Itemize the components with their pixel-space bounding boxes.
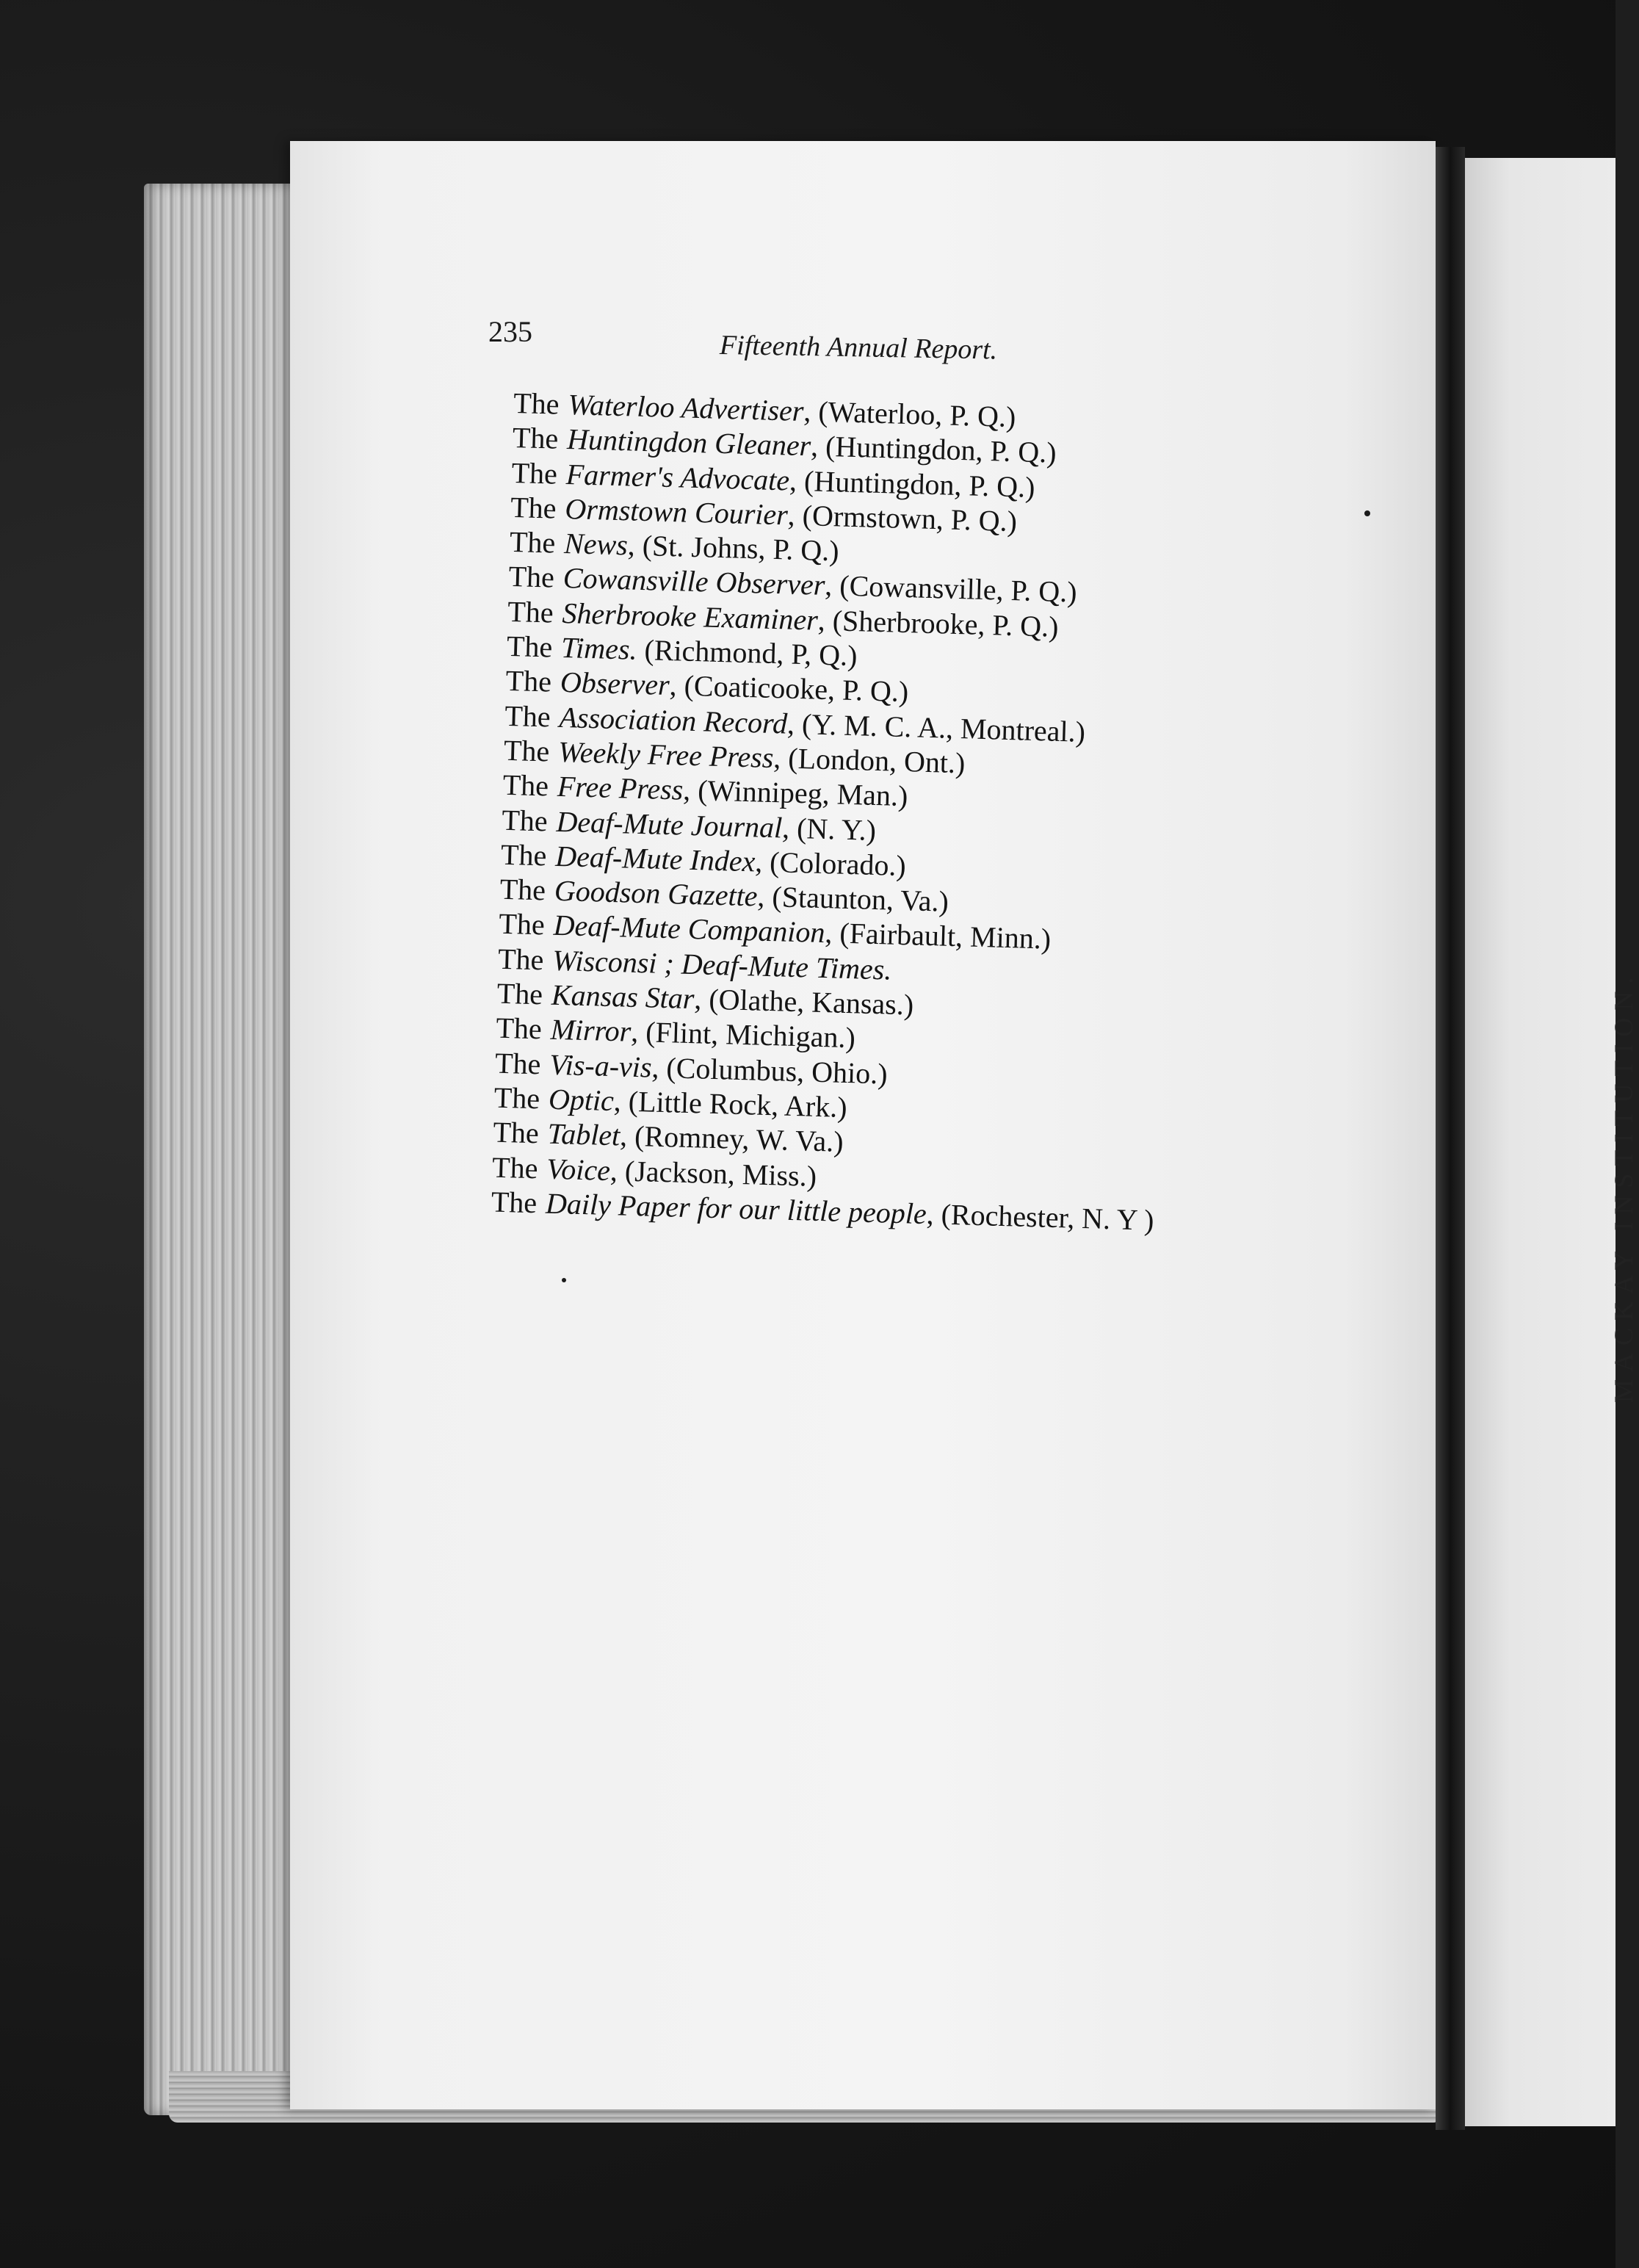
running-title: Fifteenth Annual Report.	[719, 330, 998, 366]
entry-publication-name: Deaf-Mute Companion	[553, 909, 826, 950]
entry-location: , (Olathe, Kansas.)	[693, 982, 914, 1022]
ink-speck	[562, 1278, 566, 1282]
entry-publication-name: Deaf-Mute Index	[554, 839, 756, 878]
entry-publication-name: Farmer's Advocate	[565, 457, 790, 497]
entry-location: , (Coaticooke, P. Q.)	[669, 668, 909, 709]
entry-location: , (Y. M. C. A., Montreal.)	[786, 707, 1086, 748]
entry-article: The	[498, 907, 546, 942]
entry-article: The	[502, 768, 549, 803]
entry-location: , (Winnipeg, Man.)	[682, 773, 908, 813]
entry-article: The	[511, 455, 558, 491]
entry-publication-name: Ormstown Courier	[564, 491, 789, 532]
entry-article: The	[510, 490, 557, 525]
entry-location: , (Huntingdon, P. Q.)	[810, 429, 1057, 469]
entry-location: , (Ormstown, P. Q.)	[787, 498, 1018, 538]
entry-publication-name: Optic	[548, 1082, 615, 1118]
entry-article: The	[500, 837, 547, 873]
entry-location: , (Cowansville, P. Q.)	[824, 568, 1078, 609]
entry-publication-name: Waterloo Advertiser	[567, 388, 805, 428]
entry-location: , (Flint, Michigan.)	[630, 1015, 856, 1055]
entry-location: , (Huntingdon, P. Q.)	[789, 463, 1036, 504]
facing-page	[1465, 158, 1616, 2126]
entry-publication-name: Goodson Gazette	[554, 873, 759, 913]
entry-article: The	[499, 872, 546, 907]
entry-article: The	[491, 1185, 538, 1220]
ink-speck	[1364, 510, 1370, 516]
entry-article: The	[503, 733, 550, 768]
entry-article: The	[507, 594, 554, 629]
entry-article: The	[493, 1080, 540, 1116]
entry-location: , (N. Y.)	[781, 811, 877, 847]
entry-article: The	[492, 1115, 540, 1150]
entry-article: The	[508, 560, 555, 595]
entry-publication-name: Cowansville Observer	[562, 561, 826, 602]
entry-location: , (Little Rock, Ark.)	[613, 1084, 848, 1124]
entry-publication-name: Weekly Free Press	[557, 734, 775, 775]
entry-publication-name: Tablet	[547, 1116, 620, 1152]
entry-location: , (St. Johns, P. Q.)	[627, 528, 840, 568]
entry-article: The	[494, 1046, 542, 1081]
entry-article: The	[495, 1011, 543, 1046]
entry-article: The	[504, 698, 551, 734]
entry-location: , (Sherbrooke, P. Q.)	[817, 603, 1060, 643]
entry-location: , (Waterloo, P. Q.)	[803, 394, 1016, 434]
entry-article: The	[496, 976, 543, 1011]
entry-location: , (London, Ont.)	[773, 741, 966, 780]
entry-publication-name: Voice	[546, 1152, 611, 1187]
entry-publication-name: Times.	[560, 631, 638, 666]
entry-publication-name: Association Record	[558, 700, 788, 740]
entry-publication-name: Daily Paper for our little people	[545, 1186, 927, 1230]
entry-article: The	[501, 803, 549, 838]
newspaper-list	[491, 386, 1176, 1238]
entry-publication-name: Vis-a-vis	[549, 1047, 653, 1084]
entry-location: , (Rochester, N. Y )	[926, 1196, 1155, 1237]
entry-publication-name: Sherbrooke Examiner	[561, 596, 819, 637]
entry-article: The	[509, 525, 556, 560]
entry-location: , (Jackson, Miss.)	[609, 1153, 817, 1193]
entry-publication-name: News	[563, 527, 629, 562]
page-edge-stack	[144, 184, 313, 2115]
entry-article: The	[506, 629, 553, 664]
page-number: 235	[488, 315, 532, 348]
entry-publication-name: Mirror	[550, 1013, 632, 1049]
entry-location: (Richmond, P, Q.)	[636, 632, 858, 673]
entry-article: The	[491, 1150, 539, 1185]
entry-publication-name: Deaf-Mute Journal	[556, 804, 783, 844]
entry-publication-name: Wisconsi ; Deaf-Mute Times.	[551, 943, 892, 986]
entry-location: , (Columbus, Ohio.)	[651, 1050, 889, 1091]
entry-location: , (Staunton, Va.)	[756, 879, 949, 918]
entry-location: , (Romney, W. Va.)	[619, 1119, 844, 1159]
entry-publication-name: Free Press	[557, 770, 684, 806]
book-gutter	[1436, 147, 1465, 2130]
entry-publication-name: Observer	[560, 665, 670, 702]
entry-article: The	[497, 942, 545, 977]
facing-page-running-head: MACKAY INSTITUTION.	[1609, 969, 1638, 1403]
entry-location: , (Fairbault, Minn.)	[824, 916, 1052, 956]
entry-article: The	[512, 421, 559, 455]
entry-location: , (Colorado.)	[754, 845, 907, 883]
entry-article: The	[505, 664, 552, 698]
entry-article: The	[513, 386, 560, 421]
entry-publication-name: Huntingdon Gleaner	[566, 422, 811, 463]
entry-publication-name: Kansas Star	[551, 978, 695, 1016]
